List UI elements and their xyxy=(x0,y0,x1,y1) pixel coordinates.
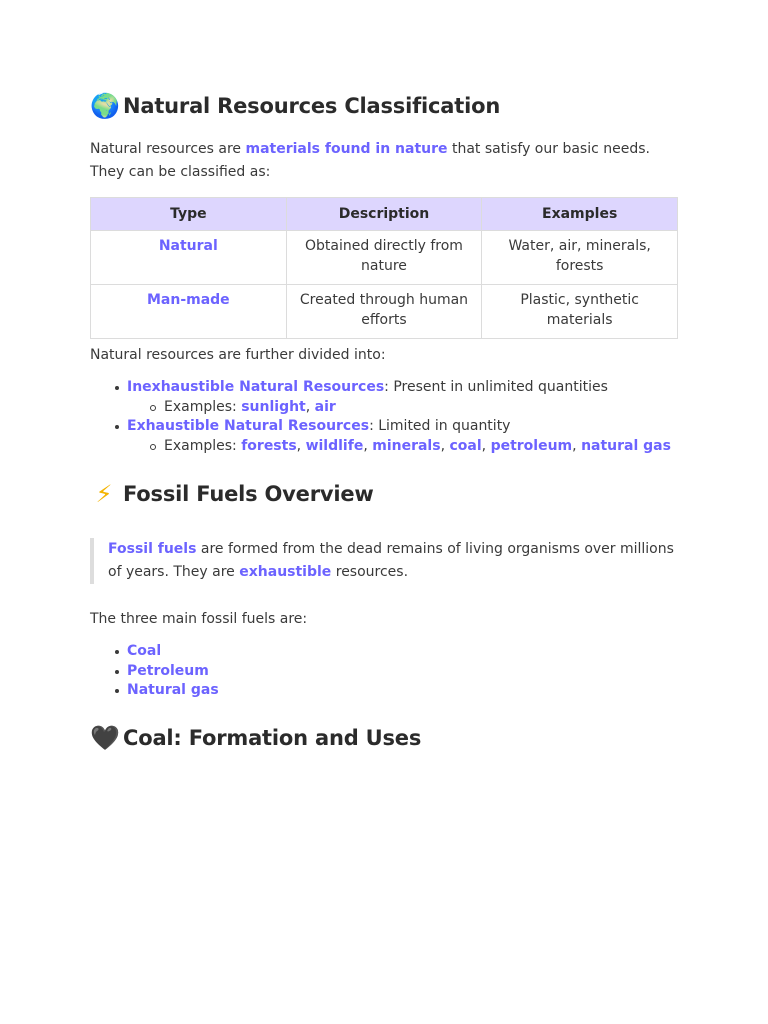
table-row xyxy=(91,285,678,339)
section-heading-coal xyxy=(90,726,678,750)
example-term: sunlight xyxy=(241,398,306,415)
table-cell-examples: Water, air, minerals, forests xyxy=(482,231,678,285)
example-term: natural gas xyxy=(581,437,671,454)
inexhaustible-desc: : Present in unlimited quantities xyxy=(384,379,608,395)
three-fuels-lead: The three main fossil fuels are: xyxy=(90,611,308,627)
list-item-inexhaustible xyxy=(90,378,678,398)
resources-table xyxy=(90,197,678,339)
table-cell-type: Natural xyxy=(91,231,287,285)
fuel-natural-gas: Natural gas xyxy=(127,682,219,698)
example-term: petroleum xyxy=(490,437,573,454)
highlight-exhaustible: Exhaustible Natural Resources xyxy=(127,418,370,434)
fossil-fuels-list xyxy=(90,642,678,701)
section-heading-natural-resources xyxy=(90,94,678,118)
list-item xyxy=(90,642,678,662)
list-item-exhaustible xyxy=(90,417,678,437)
section-heading-fossil-fuels xyxy=(90,482,678,506)
example-term: wildlife xyxy=(305,437,364,454)
intro-paragraph xyxy=(90,138,678,184)
resource-types-list xyxy=(90,378,678,456)
table-cell-description: Obtained directly from nature xyxy=(286,231,482,285)
exhaustible-desc: : Limited in quantity xyxy=(369,418,511,434)
fossil-fuels-quote xyxy=(90,538,678,584)
table-cell-examples: Plastic, synthetic materials xyxy=(482,285,678,339)
table-header-description: Description xyxy=(286,198,482,231)
examples-prefix: Examples: xyxy=(164,437,242,454)
table-header-examples: Examples xyxy=(482,198,678,231)
further-divided-paragraph: Natural resources are further divided into: xyxy=(90,347,386,363)
intro-text: Natural resources are xyxy=(90,141,246,157)
example-term: coal xyxy=(449,437,482,454)
highlight-inexhaustible: Inexhaustible Natural Resources xyxy=(127,379,385,395)
fuel-coal: Coal xyxy=(127,643,162,659)
list-item-exhaustible-examples: Examples: forests, wildlife, minerals, coal, petroleum, natural gas xyxy=(90,437,678,457)
table-row xyxy=(91,231,678,285)
highlight-fossil-fuels: Fossil fuels xyxy=(108,541,197,557)
examples-prefix: Examples: xyxy=(164,398,242,415)
table-header-row xyxy=(91,198,678,231)
section-title: Natural Resources Classification xyxy=(123,94,501,118)
table-cell-description: Created through human efforts xyxy=(286,285,482,339)
quote-text-end: resources. xyxy=(331,564,409,580)
fuel-petroleum: Petroleum xyxy=(127,662,209,679)
example-term: air xyxy=(314,398,336,415)
lightning-icon: ⚡ xyxy=(95,480,113,508)
globe-icon: 🌍 xyxy=(90,92,120,120)
intro-text-end: that satisfy our basic needs. They can be classified as: xyxy=(90,141,650,180)
list-item-inexhaustible-examples: Examples: sunlight, air xyxy=(90,398,678,418)
highlight-exhaustible-term: exhaustible xyxy=(239,564,332,580)
section-title: Fossil Fuels Overview xyxy=(123,482,374,506)
example-term: minerals xyxy=(372,437,441,454)
list-item xyxy=(90,662,678,682)
example-term: forests xyxy=(241,437,297,454)
black-heart-icon: 🖤 xyxy=(90,724,120,752)
list-item xyxy=(90,681,678,701)
highlight-materials: materials found in nature xyxy=(245,141,448,157)
table-header-type: Type xyxy=(91,198,287,231)
quote-paragraph xyxy=(108,538,678,584)
section-title: Coal: Formation and Uses xyxy=(123,726,422,750)
table-cell-type: Man-made xyxy=(91,285,287,339)
quote-text: are formed from the dead remains of living organisms over millions of years. They are xyxy=(108,541,674,580)
